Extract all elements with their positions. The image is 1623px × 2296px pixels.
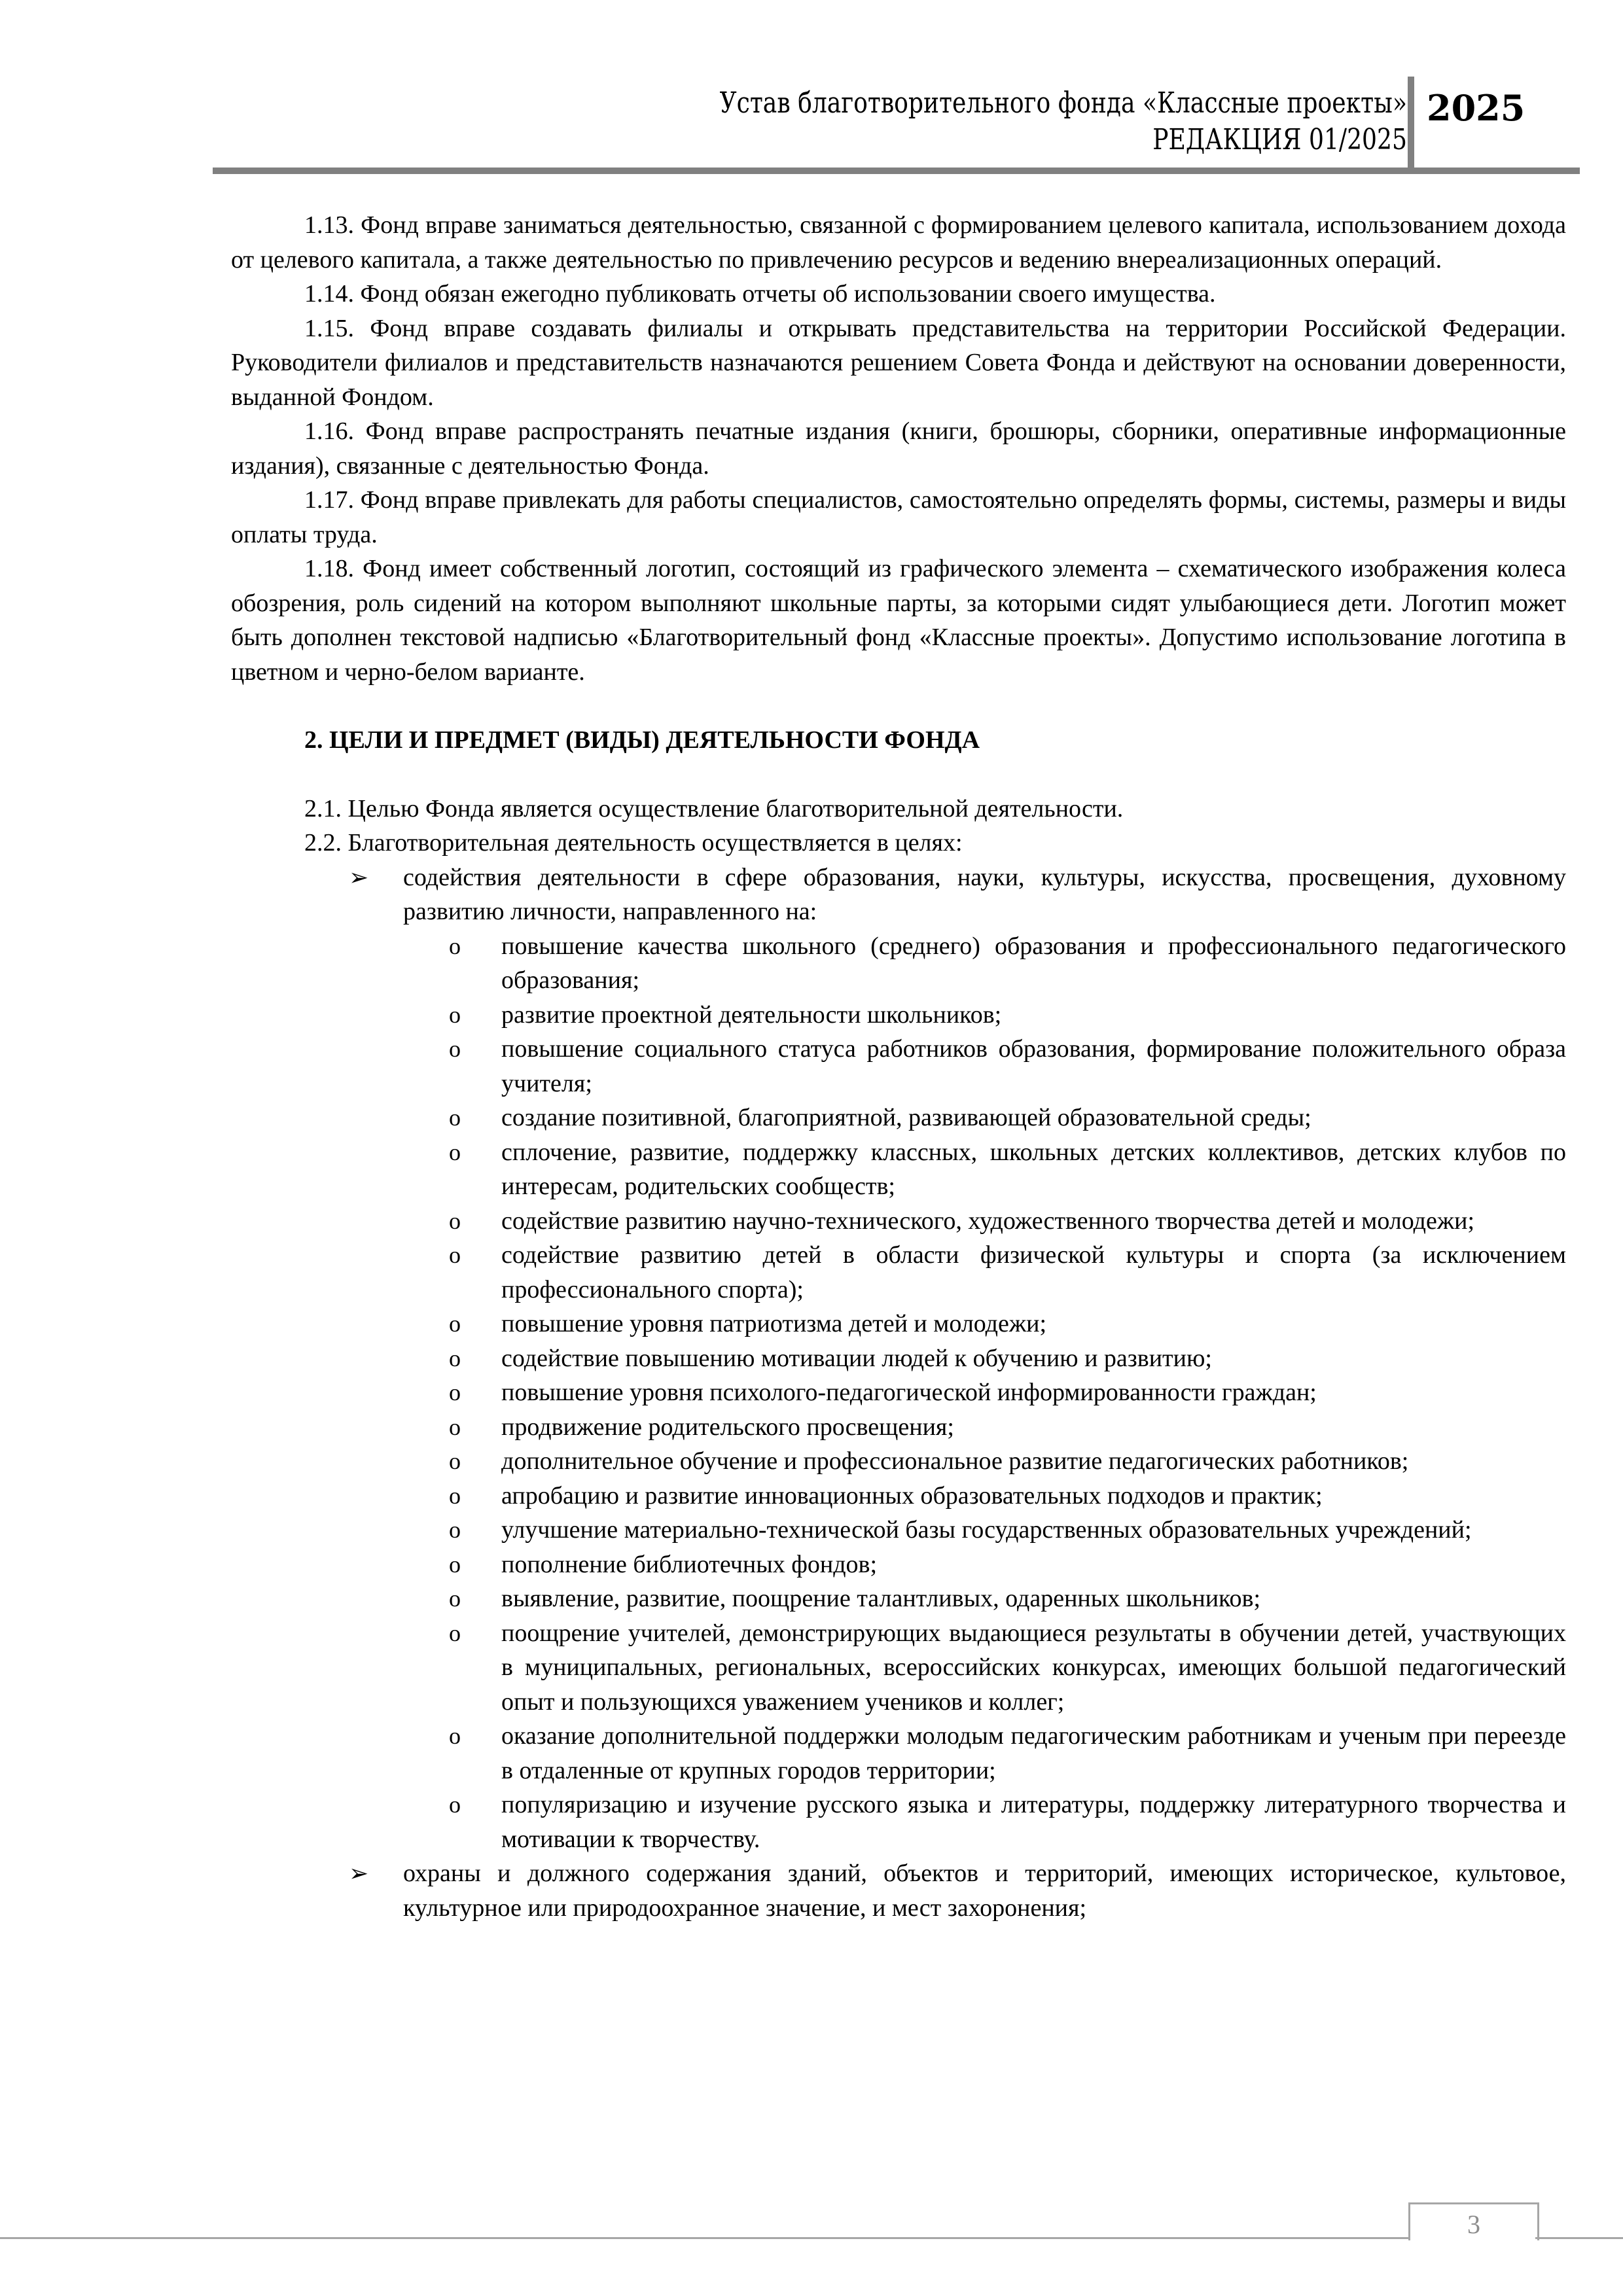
goal-subitem-text: апробацию и развитие инновационных образовательных подходов и практик; (501, 1481, 1323, 1510)
goal-subitem (449, 1238, 1566, 1307)
header-year: 2025 (1427, 87, 1525, 129)
clause-1-14: 1.14. Фонд обязан ежегодно публиковать отчеты об использовании своего имущества. (304, 280, 1216, 308)
goal-subitem-text: оказание дополнительной поддержки молодым педагогическим работникам и ученым при переезде в отдаленные от крупных городов территории; (501, 1722, 1566, 1784)
clause-1-16: 1.16. Фонд вправе распространять печатные издания (книги, брошюры, сборники, оперативные информационные издания), связанные с деятельностью Фонда. (231, 417, 1566, 480)
goal-subitem-text: повышение социального статуса работников образования, формирование положительного образа учителя; (501, 1035, 1566, 1097)
goal-subitem-text: содействие развитию научно-технического, художественного творчества детей и молодежи; (501, 1207, 1475, 1235)
circle-bullet-icon: o (449, 1379, 461, 1405)
goal-item (349, 1856, 1566, 1925)
goals-list (231, 860, 1566, 1926)
goal-subitem (449, 1375, 1566, 1410)
circle-bullet-icon: o (449, 1517, 461, 1543)
goal-subitem-text: улучшение материально-технической базы государственных образовательных учреждений; (501, 1516, 1472, 1544)
goal-subitem (449, 929, 1566, 998)
goal-subitem-text: содействие развитию детей в области физической культуры и спорта (за исключением профессионального спорта); (501, 1241, 1566, 1303)
circle-bullet-icon: o (449, 1619, 461, 1646)
clause-2-1: 2.1. Целью Фонда является осуществление благотворительной деятельности. (304, 794, 1124, 822)
goal-subitem-text: повышение уровня патриотизма детей и молодежи; (501, 1310, 1047, 1337)
goal-subitem-text: продвижение родительского просвещения; (501, 1413, 954, 1441)
goal-subitem (449, 1032, 1566, 1101)
header-rule (213, 168, 1580, 174)
edition-label: РЕДАКЦИЯ 01/2025 (1152, 123, 1407, 156)
goal-subitem-text: повышение уровня психолого-педагогической информированности граждан; (501, 1379, 1317, 1406)
goal-subitem-text: популяризацию и изучение русского языка и литературы, поддержку литературного творчества и мотивации к творчеству. (501, 1791, 1566, 1853)
clause-1-18: 1.18. Фонд имеет собственный логотип, состоящий из графического элемента – схематического изображения колеса обозрения, роль сидений на котором выполняют школьные парты, за которыми сидят улыбающиеся дети. Логотип может быть дополнен текстовой надписью «Благотворительный фонд «Классные проекты». Допустимо использование логотипа в цветном и черно-белом варианте. (231, 555, 1566, 686)
document-title: Устав благотворительного фонда «Классные проекты» (719, 86, 1407, 120)
circle-bullet-icon: o (449, 1311, 461, 1337)
circle-bullet-icon: o (449, 1001, 461, 1028)
circle-bullet-icon: o (449, 1207, 461, 1234)
clause-1-13: 1.13. Фонд вправе заниматься деятельностью, связанной с формированием целевого капитала, использованием дохода от целевого капитала, а также деятельностью по привлечению ресурсов и ведению внереализационных операций. (231, 211, 1566, 274)
goal-subitem-text: содействие повышению мотивации людей к обучению и развитию; (501, 1344, 1212, 1372)
goal-subitem (449, 1410, 1566, 1445)
goal-subitem (449, 1479, 1566, 1513)
header-divider-vertical (1408, 77, 1414, 171)
footer-rule-right (1535, 2237, 1623, 2239)
goal-subitem (449, 1101, 1566, 1135)
running-header (720, 85, 1407, 158)
goal-subitem-text: создание позитивной, благоприятной, развивающей образовательной среды; (501, 1104, 1311, 1131)
goal-subitem-text: развитие проектной деятельности школьников; (501, 1000, 1002, 1029)
clause-1-15: 1.15. Фонд вправе создавать филиалы и открывать представительства на территории Российской Федерации. Руководители филиалов и представительств назначаются решением Совета Фонда и действуют на основании доверенности, выданной Фондом. (231, 314, 1566, 411)
circle-bullet-icon: o (449, 1792, 461, 1818)
arrow-bullet-icon: ➢ (349, 864, 369, 891)
goal-subitem-text: поощрение учителей, демонстрирующих выдающиеся результаты в обучении детей, участвующих в муниципальных, региональных, всероссийских конкурсах, имеющих большой педагогический опыт и пользующихся уважением учеников и коллег; (501, 1619, 1566, 1716)
goal-subitem (449, 1616, 1566, 1720)
goal-item (349, 860, 1566, 1857)
goal-subitem (449, 1341, 1566, 1376)
goal-subitems-list (403, 929, 1566, 1857)
goal-subitem (449, 1204, 1566, 1239)
clause-1-17: 1.17. Фонд вправе привлекать для работы специалистов, самостоятельно определять формы, системы, размеры и виды оплаты труда. (231, 486, 1566, 548)
goal-text: содействия деятельности в сфере образования, науки, культуры, искусства, просвещения, духовному развитию личности, направленного на: (403, 863, 1566, 925)
goal-subitem (449, 1135, 1566, 1204)
goal-subitem-text: выявление, развитие, поощрение талантливых, одаренных школьников; (501, 1585, 1261, 1612)
goal-text: охраны и должного содержания зданий, объектов и территорий, имеющих историческое, культовое, культурное или природоохранное значение, и мест захоронения; (403, 1860, 1566, 1922)
goal-subitem (449, 1547, 1566, 1582)
page-number: 3 (1467, 2210, 1480, 2239)
footer-rule-left (0, 2237, 1409, 2239)
circle-bullet-icon: o (449, 1345, 461, 1371)
goal-subitem (449, 1719, 1566, 1788)
circle-bullet-icon: o (449, 1413, 461, 1440)
circle-bullet-icon: o (449, 1723, 461, 1749)
arrow-bullet-icon: ➢ (349, 1860, 369, 1886)
circle-bullet-icon: o (449, 1036, 461, 1062)
goal-subitem (449, 1581, 1566, 1616)
goal-subitem (449, 1307, 1566, 1341)
document-body (231, 208, 1566, 1925)
circle-bullet-icon: o (449, 1104, 461, 1131)
circle-bullet-icon: o (449, 932, 461, 959)
clause-2-2: 2.2. Благотворительная деятельность осуществляется в целях: (304, 829, 963, 857)
goal-subitem (449, 1788, 1566, 1856)
circle-bullet-icon: o (449, 1242, 461, 1268)
circle-bullet-icon: o (449, 1482, 461, 1509)
section-heading: 2. ЦЕЛИ И ПРЕДМЕТ (ВИДЫ) ДЕЯТЕЛЬНОСТИ ФОНДА (304, 726, 980, 754)
goal-subitem-text: сплочение, развитие, поддержку классных, школьных детских коллективов, детских клубов по интересам, родительских сообществ; (501, 1138, 1566, 1200)
goal-subitem (449, 1444, 1566, 1479)
goal-subitem-text: пополнение библиотечных фондов; (501, 1550, 878, 1578)
goal-subitem (449, 1513, 1566, 1547)
goal-subitem-text: дополнительное обучение и профессиональное развитие педагогических работников; (501, 1447, 1409, 1475)
goal-subitem-text: повышение качества школьного (среднего) образования и профессионального педагогического образования; (501, 932, 1566, 994)
circle-bullet-icon: o (449, 1448, 461, 1474)
goal-subitem (449, 998, 1566, 1033)
circle-bullet-icon: o (449, 1585, 461, 1612)
circle-bullet-icon: o (449, 1139, 461, 1165)
circle-bullet-icon: o (449, 1551, 461, 1578)
